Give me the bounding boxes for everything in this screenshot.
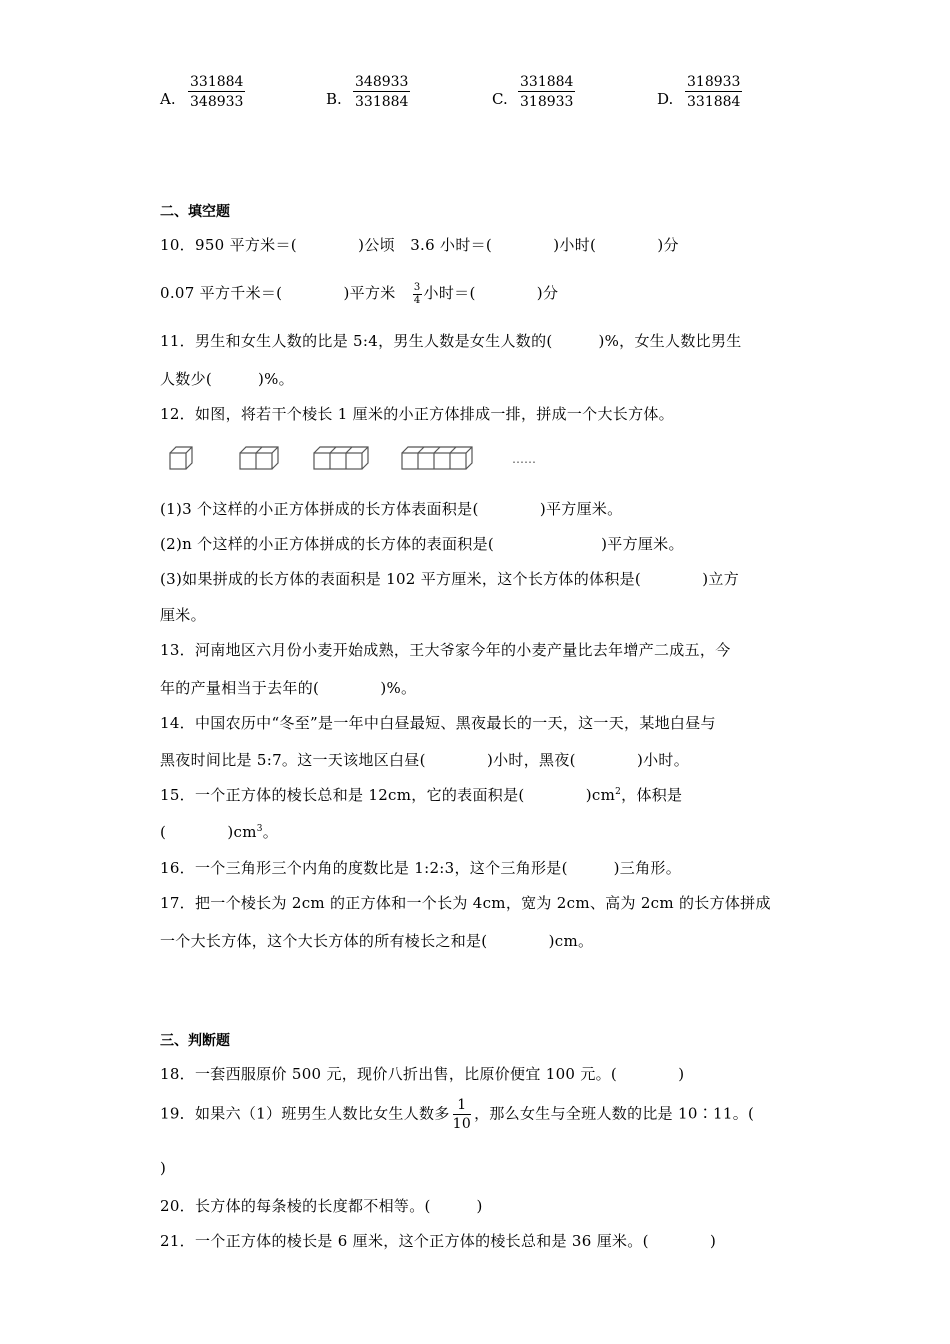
q13-line2: 年的产量相当于去年的( )%。 [160,679,417,697]
q17-line2: 一个大长方体，这个大长方体的所有棱长之和是( )cm。 [160,932,594,950]
q14-line2: 黑夜时间比是 5:7。这一天该地区白昼( )小时，黑夜( )小时。 [160,751,690,769]
option-b-denominator: 331884 [355,94,409,110]
cube-row-figure [166,443,546,475]
q10-line2 [160,282,558,306]
q13-line1: 13．河南地区六月份小麦开始成熟，王大爷家今年的小麦产量比去年增产二成五，今 [160,641,731,659]
option-b-fraction [353,75,410,109]
q10-fraction-numerator: 3 [413,281,421,293]
option-c-fraction [518,75,575,109]
option-d-denominator: 331884 [687,94,741,110]
q18-line1: 18．一套西服原价 500 元，现价八折出售，比原价便宜 100 元。( ) [160,1065,685,1083]
cube-4 [402,447,472,469]
q17-line1: 17．把一个棱长为 2cm 的正方体和一个长为 4cm，宽为 2cm、高为 2cm 的长方体拼成 [160,894,771,912]
section-true-false-title: 三、判断题 [160,1033,230,1049]
option-a-label: A. [160,90,176,108]
q15-line1-part2: ，体积是 [621,786,683,804]
option-a-numerator: 331884 [190,74,244,90]
q21-line1: 21．一个正方体的棱长是 6 厘米，这个正方体的棱长总和是 36 厘米。( ) [160,1232,717,1250]
q15-line2 [160,821,278,842]
option-a-fraction [188,75,245,109]
q19-line1-part1: 19．如果六（1）班男生人数比女生人数多 [160,1104,450,1123]
q15-line2-part2: 。 [262,823,279,841]
q15-line2-part1: ( )cm [160,823,257,841]
q20-line1: 20．长方体的每条棱的长度都不相等。( ) [160,1197,483,1215]
q11-line2: 人数少( )%。 [160,370,294,388]
q12-sub2: (2)n 个这样的小正方体拼成的长方体的表面积是( )平方厘米。 [160,535,684,553]
q10-fraction-denominator: 4 [413,294,421,306]
q10-line1: 10．950 平方米＝( )公顷 3.6 小时＝( )小时( )分 [160,236,679,254]
option-b-label: B. [326,90,342,108]
q14-line1: 14．中国农历中“冬至”是一年中白昼最短、黑夜最长的一天，这一天，某地白昼与 [160,714,716,732]
q19-fraction-denominator: 10 [452,1116,472,1132]
option-d-fraction [685,75,742,109]
q12-line1: 12．如图，将若干个棱长 1 厘米的小正方体排成一排，拼成一个大长方体。 [160,405,674,423]
q10-line2-part2: 小时＝( )分 [423,284,559,302]
q19-line1-part2: ，那么女生与全班人数的比是 10∶11。( [474,1104,755,1123]
q10-line2-part1: 0.07 平方千米＝( )平方米 [160,284,411,302]
q12-sub1: (1)3 个这样的小正方体拼成的长方体表面积是( )平方厘米。 [160,500,623,518]
q19-fraction [453,1098,471,1131]
option-c-denominator: 318933 [520,94,574,110]
option-b-numerator: 348933 [355,74,409,90]
q12-sub3-line1: (3)如果拼成的长方体的表面积是 102 平方厘米，这个长方体的体积是( )立方 [160,570,740,588]
q15-superscript-3: 3 [256,824,263,834]
q19-line1 [160,1098,754,1131]
cube-2 [240,447,278,469]
q12-sub3-line2: 厘米。 [160,606,206,624]
option-c-label: C. [492,90,508,108]
q19-fraction-numerator: 1 [453,1098,471,1115]
option-d-numerator: 318933 [687,74,741,90]
q19-line2: ) [160,1159,167,1177]
q11-line1: 11．男生和女生人数的比是 5:4，男生人数是女生人数的( )%，女生人数比男生 [160,332,742,350]
section-fill-in-title: 二、填空题 [160,204,230,220]
cube-ellipsis: …… [512,452,536,466]
cube-3 [314,447,368,469]
q10-fraction [413,283,422,306]
option-c-numerator: 331884 [520,74,574,90]
q15-superscript-2: 2 [615,787,622,797]
cube-1 [170,447,192,469]
option-a-denominator: 348933 [190,94,244,110]
q15-line1 [160,784,682,805]
q15-line1-part1: 15．一个正方体的棱长总和是 12cm，它的表面积是( )cm [160,786,616,804]
q16-line1: 16．一个三角形三个内角的度数比是 1:2:3，这个三角形是( )三角形。 [160,859,681,877]
option-d-label: D. [657,90,674,108]
